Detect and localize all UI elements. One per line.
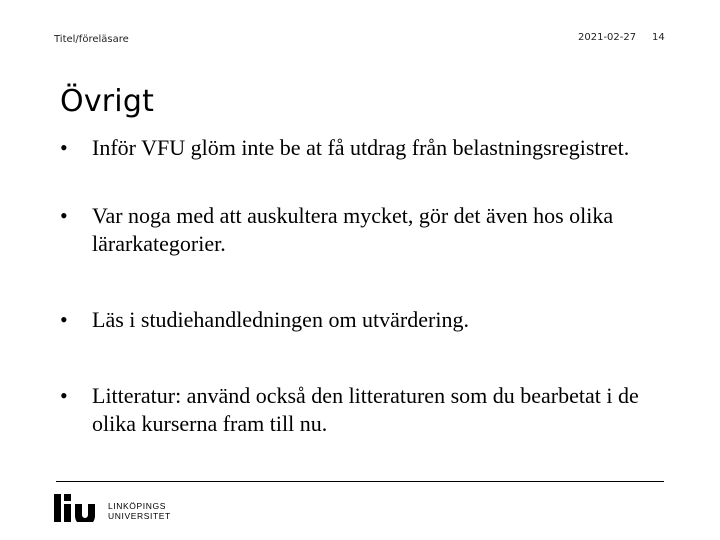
bullet-text: Inför VFU glöm inte be at få utdrag från belastningsregistret.	[92, 135, 630, 160]
bullet-marker: •	[60, 135, 68, 160]
university-name-line1: LINKÖPINGS	[108, 501, 166, 511]
bullet-text: Var noga med att auskultera mycket, gör det även hos olika lärarkategorier.	[92, 203, 614, 256]
university-logo	[54, 492, 184, 522]
liu-logo-mark-icon	[54, 494, 102, 522]
university-name	[108, 501, 171, 521]
bullet-marker: •	[60, 383, 68, 408]
bullet-marker: •	[60, 307, 68, 332]
bullet-marker: •	[60, 203, 68, 228]
slide-title: Övrigt	[60, 84, 155, 119]
slide-number: 14	[652, 32, 665, 43]
presenter-label: Titel/föreläsare	[54, 34, 129, 45]
footer-divider	[56, 481, 664, 482]
bullet-item	[58, 306, 678, 334]
slide-date: 2021-02-27	[578, 32, 637, 43]
bullet-item	[58, 134, 678, 162]
university-name-line2: UNIVERSITET	[108, 511, 171, 521]
bullet-text: Litteratur: använd också den litteraturen som du bearbetat i de olika kurserna fram till nu.	[92, 383, 639, 436]
bullet-text: Läs i studiehandledningen om utvärdering.	[92, 307, 469, 332]
bullet-item	[58, 202, 678, 258]
bullet-item	[58, 382, 678, 438]
